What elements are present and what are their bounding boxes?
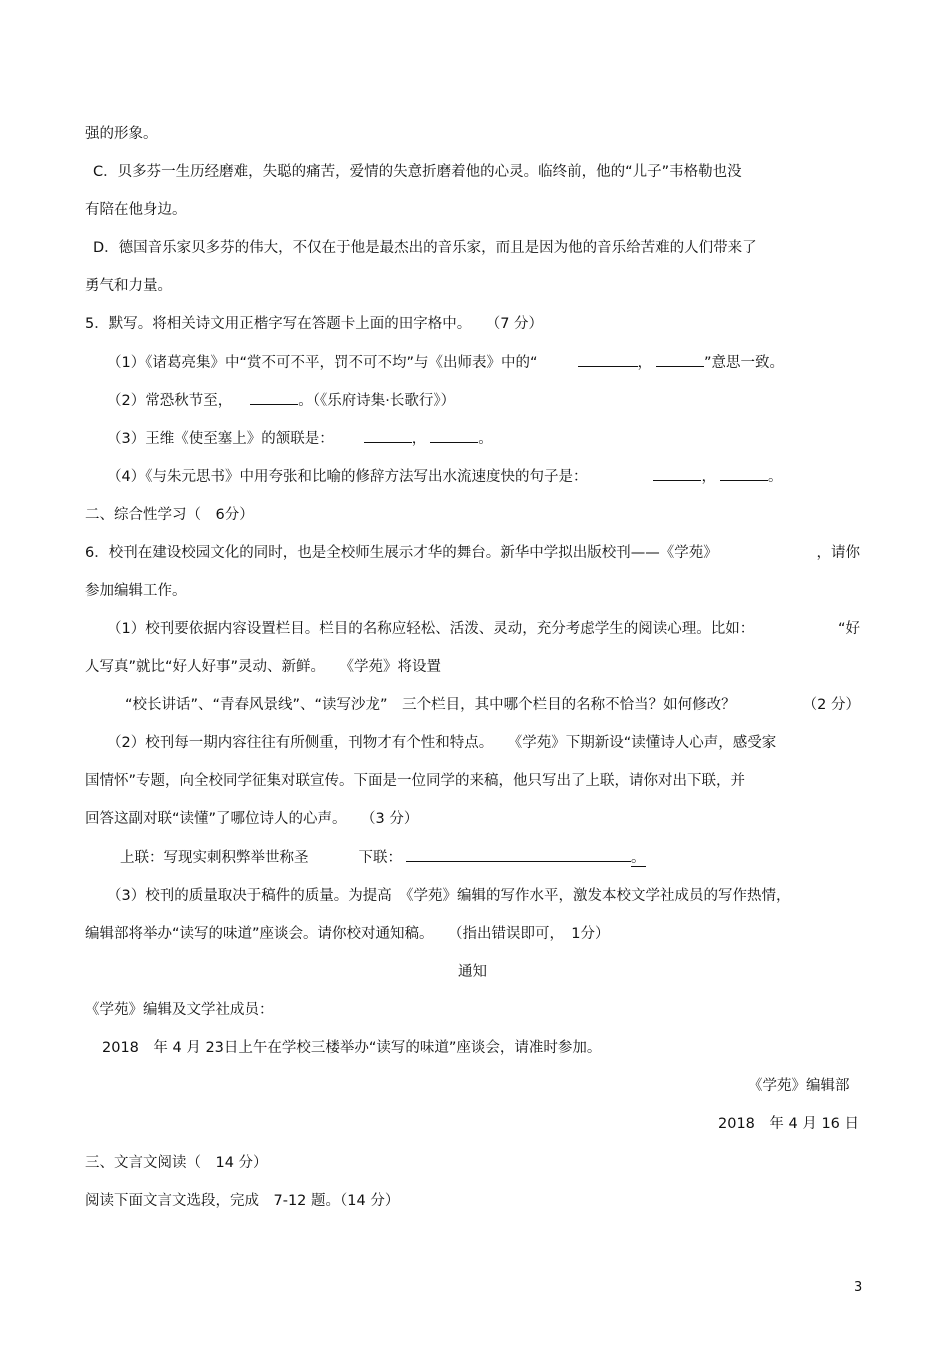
answer-blank[interactable] [406,847,631,862]
text-line: 人写真”就比“好人好事”灵动、新鲜。 《学苑》将设置 [85,659,442,675]
question-6-item-3: （3）校刊的质量取决于稿件的质量。为提高 《学苑》编辑的写作水平，激发本校文学社成员的写作热情， [107,888,791,904]
option-c: C．贝多芬一生历经磨难，失聪的痛苦，爱情的失意折磨着他的心灵。临终前，他的“儿子”韦格勒也没 [93,164,742,180]
separator: 。 [631,850,646,866]
text-line: 强的形象。 [85,126,158,142]
question-5-title: 5．默写。将相关诗文用正楷字写在答题卡上面的田字格中。 （7 分） [85,316,544,332]
answer-blank[interactable] [653,466,701,481]
item-text: ，请你 [816,545,860,561]
item-text: （1）校刊要依据内容设置栏目。栏目的名称应轻松、活泼、灵动，充分考虑学生的阅读心理。比如： [107,621,755,637]
text-line: 编辑部将举办“读写的味道”座谈会。请你校对通知稿。 （指出错误即可， 1分） [85,926,610,942]
separator: 。 [767,469,783,485]
separator: ， [701,469,716,485]
notice-body: 2018 年 4 月 23日上午在学校三楼举办“读写的味道”座谈会，请准时参加。 [102,1040,602,1056]
question-6-item-1 [107,619,860,639]
answer-blank[interactable] [720,466,768,481]
text-line [125,695,860,715]
item-text: （1）《诸葛亮集》中“赏不可不平，罚不可不均”与《出师表》中的“ [107,355,538,371]
option-d: D．德国音乐家贝多芬的伟大，不仅在于他是最杰出的音乐家，而且是因为他的音乐给苦难的人们带来了 [93,240,757,256]
text-line: 参加编辑工作。 [85,583,187,599]
section-2-heading: 二、综合性学习（ 6分） [85,507,254,523]
item-text: （3）王维《使至塞上》的颔联是： [107,431,334,447]
question-5-item-1 [107,352,784,373]
separator: ， [411,431,427,447]
score: （2 分） [802,697,860,713]
text-line: 勇气和力量。 [85,278,172,294]
text-line: 有陪在他身边。 [85,202,187,218]
item-text: ”意思一致。 [704,355,785,371]
item-text: （4）《与朱元思书》中用夸张和比喻的修辞方法写出水流速度快的句子是： [107,469,588,485]
answer-blank[interactable] [364,428,412,443]
separator: ， [637,355,653,371]
text-line: 回答这副对联“读懂”了哪位诗人的心声。 （3 分） [85,811,419,827]
question-6-item-2: （2）校刊每一期内容往往有所侧重，刊物才有个性和特点。 《学苑》下期新设“读懂诗人心声，感受家 [107,735,777,751]
item-text: （2）常恐秋节至， [107,393,233,409]
question-5-item-3 [107,428,493,449]
question-6-intro [85,543,860,563]
notice-signature: 《学苑》编辑部 [748,1078,850,1094]
notice-date: 2018 年 4 月 16 日 [718,1116,860,1132]
answer-blank[interactable] [656,352,704,367]
couplet-line [120,847,646,868]
text-line: 阅读下面文言文选段，完成 7-12 题。（14 分） [85,1193,400,1209]
item-text: 。（《乐府诗集·长歌行》） [298,393,456,409]
question-5-item-2 [107,390,455,411]
item-text: 6．校刊在建设校园文化的同时，也是全校师生展示才华的舞台。新华中学拟出版校刊——《学苑》 [85,545,718,561]
answer-blank[interactable] [250,390,298,405]
item-text: “校长讲话”、“青春风景线”、“读写沙龙” 三个栏目，其中哪个栏目的名称不恰当？如何修改？ [125,697,736,713]
separator: 。 [478,431,493,447]
notice-recipient: 《学苑》编辑及文学社成员： [85,1002,274,1018]
lower-couplet-label: 下联： [358,850,402,866]
answer-blank[interactable] [430,428,478,443]
upper-couplet: 上联：写现实刺积弊举世称圣 [120,850,309,866]
question-5-item-4 [107,466,782,487]
text-line: 国情怀”专题，向全校同学征集对联宣传。下面是一位同学的来稿，他只写出了上联，请你对出下联，并 [85,773,746,789]
answer-blank[interactable] [578,352,638,367]
page-number: 3 [854,1280,863,1295]
item-text: “好 [837,621,860,637]
notice-title: 通知 [458,964,487,980]
section-3-heading: 三、文言文阅读（ 14 分） [85,1155,268,1171]
